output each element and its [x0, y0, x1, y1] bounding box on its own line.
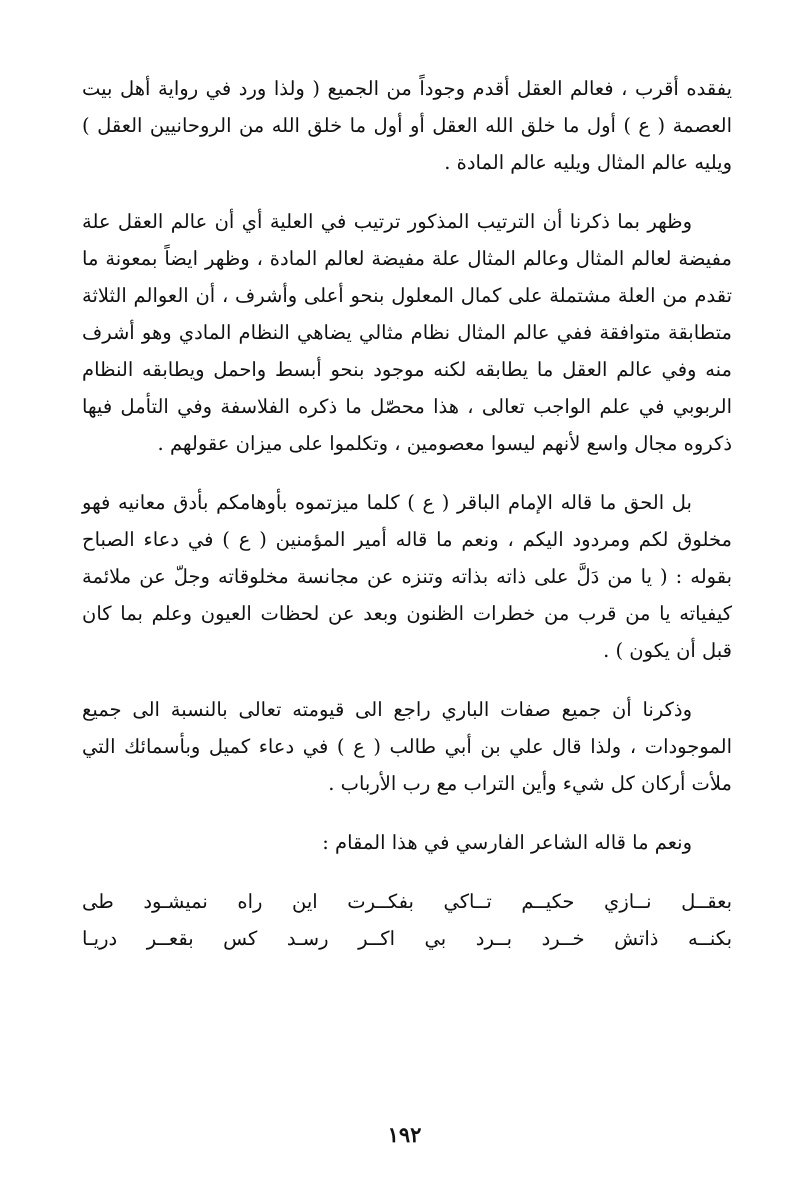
paragraph-2: وظهر بما ذكرنا أن الترتيب المذكور ترتيب في العلية أي أن عالم العقل علة مفيضة لعالم المثال وعالم المثال علة مفيضة لعالم المادة ، وظهر ايضاً بمعونة ما تقدم من العلة مشتملة على كمال المعلول بنحو أعلى وأشرف ، أن العوالم الثلاثة متطابقة متوافقة ففي عالم المثال نظام مثالي يضاهي النظام المادي وهو أشرف منه وفي عالم العقل ما يطابقه لكنه موجود بنحو أبسط واحمل ويطابقه النظام الربوبي في علم الواجب تعالى ، هذا محصّل ما ذكره الفلاسفة وفي التأمل فيها ذكروه مجال واسع لأنهم ليسوا معصومين ، وتكلموا على ميزان عقولهم .	[82, 210, 732, 455]
paragraph-1: يفقده أقرب ، فعالم العقل أقدم وجوداً من الجميع ( ولذا ورد في رواية أهل بيت العصمة ( ع ) أول ما خلق الله العقل أو أول ما خلق الله من الروحانيين العقل ) ويليه عالم المثال ويليه عالم المادة .	[82, 77, 732, 174]
page-body	[82, 70, 732, 957]
paragraph-5: ونعم ما قاله الشاعر الفارسي في هذا المقام :	[322, 831, 692, 854]
paragraph-3: بل الحق ما قاله الإمام الباقر ( ع ) كلما ميزتموه بأوهامكم بأدق معانيه فهو مخلوق لكم ومردود اليكم ، ونعم ما قاله أمير المؤمنين ( ع ) في دعاء الصباح بقوله : ( يا من دَلَّ على ذاته بذاته وتنزه عن مجانسة مخلوقاته وجلّ عن ملائمة كيفياته يا من قرب من خطرات الظنون وبعد عن لحظات العيون وعلم بما كان قبل أن يكون ) .	[82, 491, 732, 662]
poem-line-2: بكنــه ذاتش خــرد بــرد بي اكــر رسـد كس بقعــر دريـا	[82, 927, 732, 950]
paragraph-4: وذكرنا أن جميع صفات الباري راجع الى قيومته تعالى بالنسبة الى جميع الموجودات ، ولذا قال علي بن أبي طالب ( ع ) في دعاء كميل وبأسمائك التي ملأت أركان كل شيء وأين التراب مع رب الأرباب .	[82, 698, 732, 795]
poem-line-1: بعقــل نــازي حكيــم تــاكي بفكــرت اين راه نميشـود طى	[82, 890, 732, 913]
page-number: ١٩٢	[387, 1122, 422, 1147]
persian-poem	[82, 883, 732, 957]
